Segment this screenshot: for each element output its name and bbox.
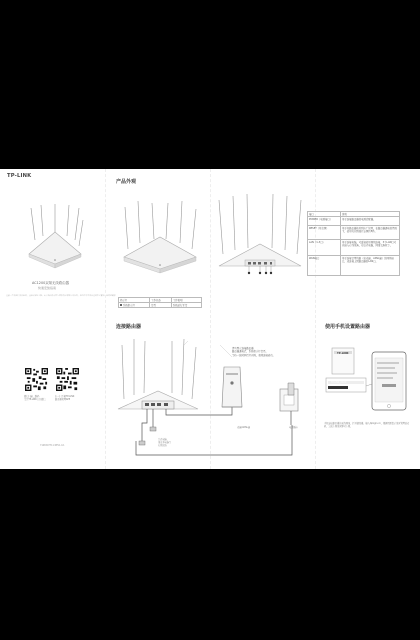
router-illustration-cover xyxy=(25,202,85,272)
pc-device-note: 台式电脑、 笔记本电脑等 有线设备 xyxy=(158,438,172,447)
qr-caption-app: 扫一扫下载TP-LINK 路由器管理APP xyxy=(55,395,75,402)
table-row xyxy=(308,256,400,276)
qr-code-app xyxy=(56,368,79,391)
table-cell: LAN（1-3口） xyxy=(308,240,341,256)
table-header: 工作状态 xyxy=(150,298,172,303)
wall-outlet-illustration xyxy=(280,383,298,425)
product-title: AC1200双频无线路由器 xyxy=(32,281,69,285)
brand-logo: TP-LINK xyxy=(7,173,32,179)
router-illustration-front xyxy=(120,199,200,277)
router-illustration-back xyxy=(215,192,305,282)
ssid-label: TP-LINK_XXXX xyxy=(331,381,347,384)
table-cell: 用于连接电脑，可直接使用网线连接，3个LAN口可以接入有线设备，如台式电脑，网络交换机等。 xyxy=(341,240,400,256)
table-row xyxy=(308,217,400,226)
table-cell: RESET（复位键） xyxy=(308,226,341,240)
outlet-label: 电源插座 xyxy=(289,426,298,429)
table-header: 工作说明 xyxy=(171,298,201,303)
table-header: 指示灯 xyxy=(119,298,150,303)
table-row xyxy=(119,303,202,308)
connect-callout: 请勿图示连接路由器 路由器通电后，系统指示灯常亮。 等待一段时间后灯闪烁，表明连接成功。 xyxy=(232,347,276,357)
fold-line xyxy=(105,169,106,469)
table-cell: 系统指示灯 xyxy=(119,303,150,308)
table-cell: 系统运行正常 xyxy=(171,303,201,308)
led-status-table xyxy=(118,297,202,308)
modem-illustration xyxy=(222,367,242,407)
table-row xyxy=(308,240,400,256)
port-description-table xyxy=(307,211,400,276)
table-header: 说明 xyxy=(341,212,400,217)
table-row xyxy=(308,226,400,240)
connection-diagram xyxy=(112,337,312,462)
modem-label: 光猫/ADSL猫 xyxy=(237,426,251,429)
cover-note: 注意：产品图片仅供参考，具体以实物为准。本文档所有内容为普联技术有限公司所有，未经许可不得以任何形式复制、改编或翻译 xyxy=(6,295,116,297)
table-cell: POWER（电源接口） xyxy=(308,217,341,226)
table-header: 接口 xyxy=(308,212,341,217)
document-number: 7106507711 REV1.0.1 xyxy=(40,444,65,447)
table-cell: 用于连接宽带线路（如光猫、ADSL猫）的网线接口，或连接上级路由器的LAN口。 xyxy=(341,256,400,276)
table-cell: 用于连接路由器的电源适配器。 xyxy=(341,217,400,226)
qr-caption-wechat: 微信扫描二维码 关注TP-LINK官方微信 xyxy=(24,395,46,402)
table-cell: WAN接口 xyxy=(308,256,341,276)
table-cell: 常亮 xyxy=(150,303,172,308)
phone-setup-caption: 手机连接路由器的无线网络，打开浏览器，输入tplogin.cn，根据页面提示设置管理员密码，完成上网设置即可上网。 xyxy=(324,422,410,429)
phone-router-label: TP-LINK xyxy=(337,352,349,355)
section-heading-appearance: 产品外观 xyxy=(116,179,137,185)
product-subtitle: 快速安装指南 xyxy=(38,286,57,290)
section-heading-connect: 连接路由器 xyxy=(116,324,142,330)
document-sheet xyxy=(0,169,420,469)
section-heading-phone: 使用手机设置路由器 xyxy=(325,324,371,330)
table-cell: 用于将路由器恢复到出厂设置，在路由器通电的情况下，使用尖状物按住该键约5秒。 xyxy=(341,226,400,240)
qr-code-wechat xyxy=(25,368,48,391)
